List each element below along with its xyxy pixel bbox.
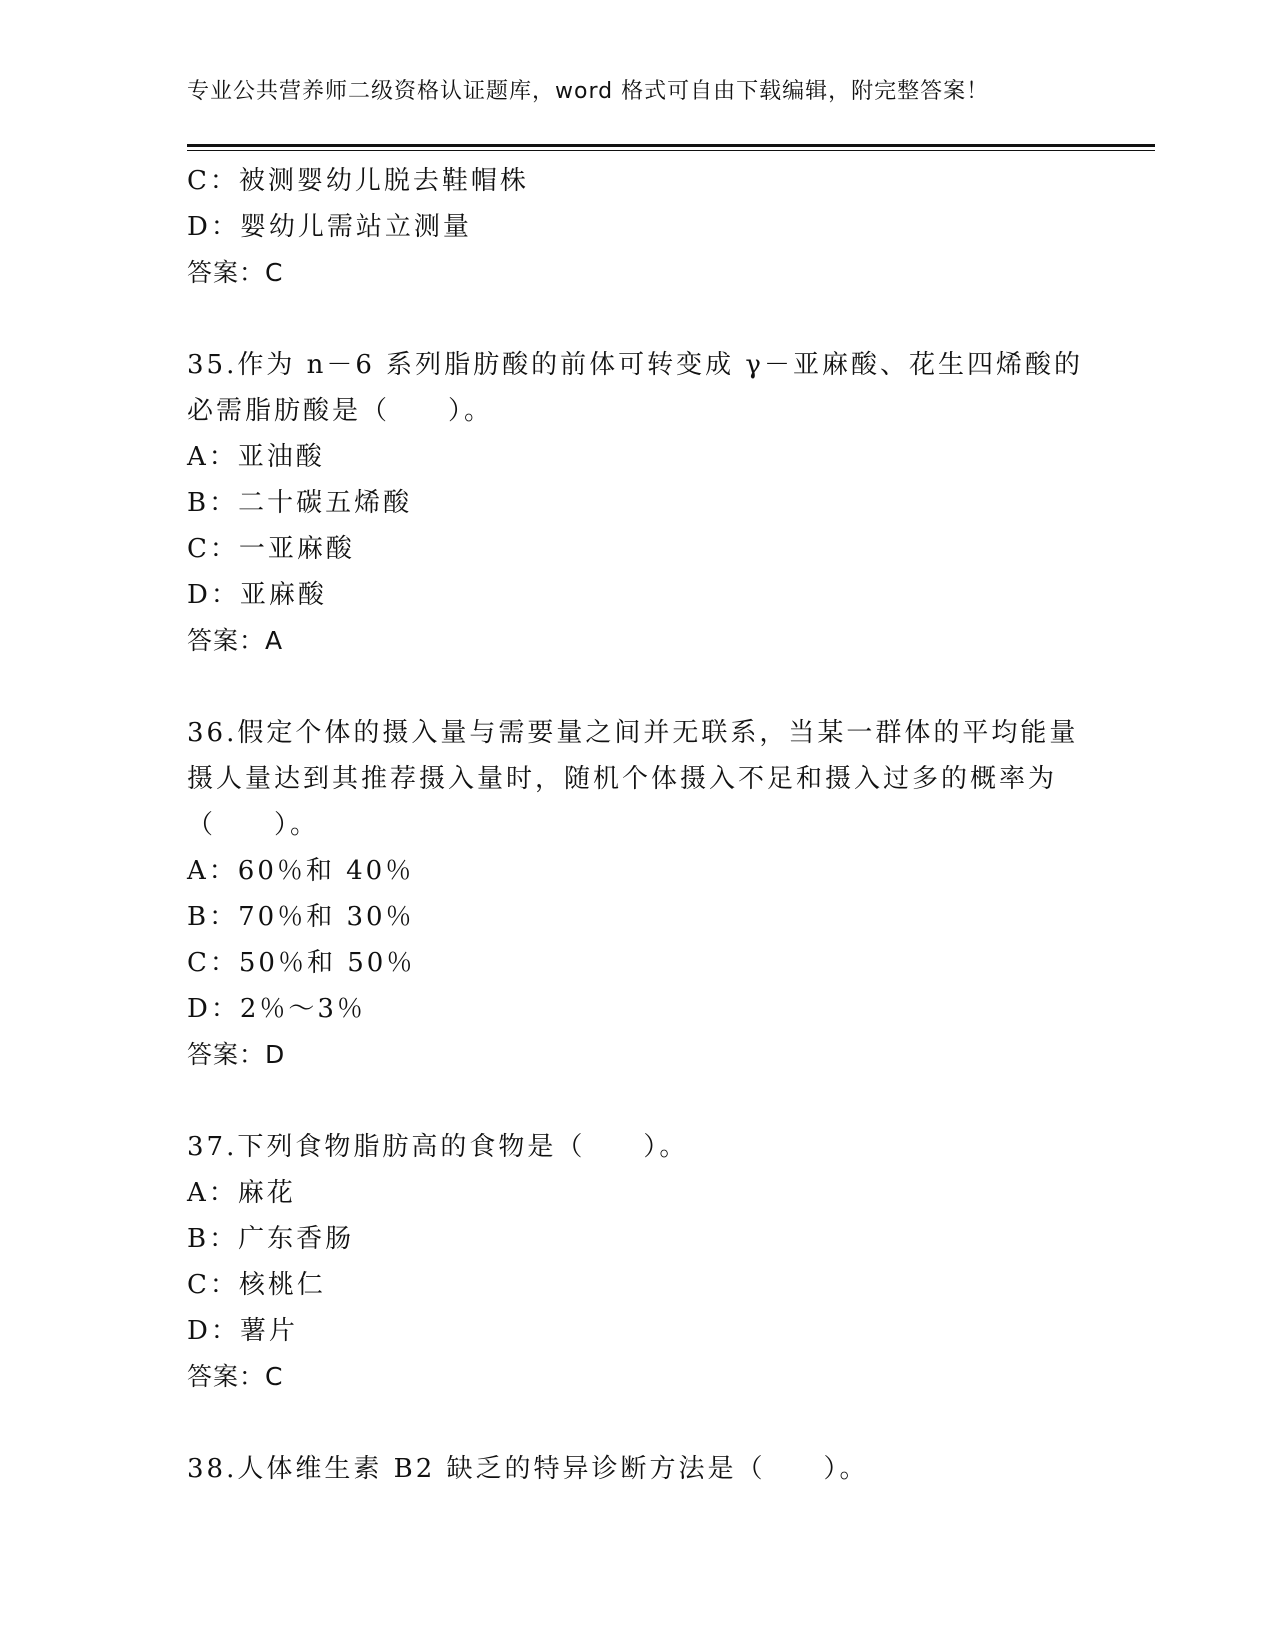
option-line: B：70％和 30％ [187,902,415,932]
answer-line: 答案：A [187,626,284,655]
option-line: A：麻花 [187,1178,296,1208]
question-35 [187,342,1087,664]
option-line: B：广东香肠 [187,1224,355,1254]
answer-line: 答案：C [187,1362,284,1391]
option-line: C：一亚麻酸 [187,534,355,564]
question-stem: 36.假定个体的摄入量与需要量之间并无联系，当某一群体的平均能量 [187,718,1079,748]
page-header: 专业公共营养师二级资格认证题库，word 格式可自由下载编辑，附完整答案！ [187,79,990,104]
previous-question-tail [187,158,1087,296]
option-line: D：2％～3％ [187,994,366,1024]
question-stem: 必需脂肪酸是（ ）。 [187,396,494,426]
option-line: C：50％和 50％ [187,948,416,978]
question-37 [187,1124,1087,1400]
option-line: A：亚油酸 [187,442,325,472]
option-line: D：薯片 [187,1316,298,1346]
question-36 [187,710,1087,1078]
option-line: C：被测婴幼儿脱去鞋帽株 [187,166,529,196]
question-stem: 37.下列食物脂肪高的食物是（ ）。 [187,1132,689,1162]
question-stem: （ ）。 [187,810,320,840]
question-stem: 摄人量达到其推荐摄入量时，随机个体摄入不足和摄入过多的概率为 [187,764,1058,794]
answer-line: 答案：C [187,258,284,287]
option-line: A：60％和 40％ [187,856,415,886]
question-content [187,158,1087,1492]
option-line: D：亚麻酸 [187,580,327,610]
question-stem: 35.作为 n－6 系列脂肪酸的前体可转变成 γ－亚麻酸、花生四烯酸的 [187,350,1083,380]
header-rule-thin [187,150,1155,151]
option-line: C：核桃仁 [187,1270,326,1300]
question-stem: 38.人体维生素 B2 缺乏的特异诊断方法是（ ）。 [187,1454,869,1484]
option-line: B：二十碳五烯酸 [187,488,413,518]
answer-line: 答案：D [187,1040,286,1069]
option-line: D：婴幼儿需站立测量 [187,212,472,242]
question-38 [187,1446,1087,1492]
header-rule-thick [187,144,1155,147]
